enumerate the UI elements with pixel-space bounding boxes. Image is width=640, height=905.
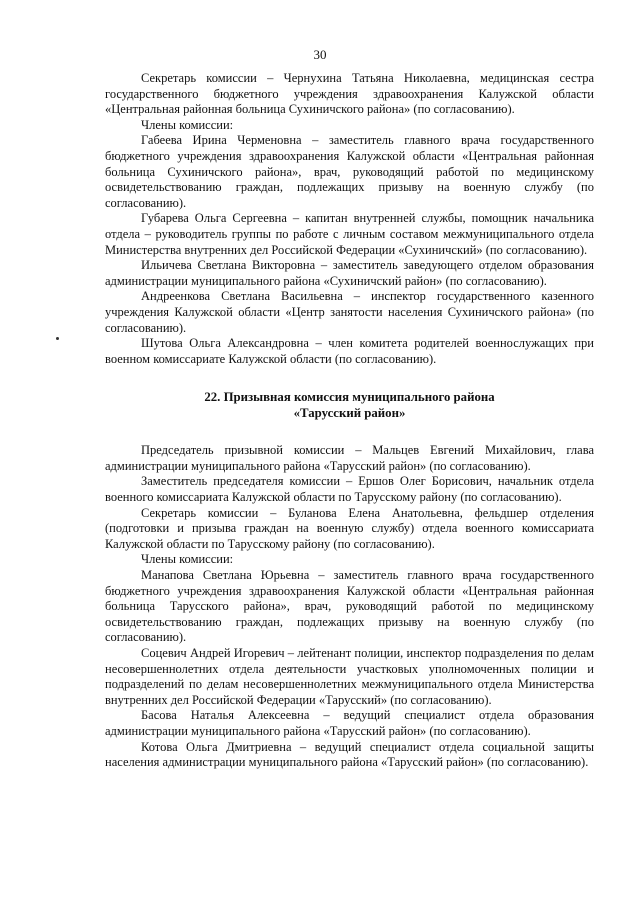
section1-secretary: Секретарь комиссии – Чернухина Татьяна Николаевна, медицинская сестра государственного бюджетного учреждения здравоохранения Калужской области «Центральная районная больница Сухиничского района» (по согласованию). — [105, 71, 594, 117]
section1-member: Габеева Ирина Черменовна – заместитель главного врача государственного бюджетного учреждения здравоохранения Калужской области «Центральная районная больница Сухиничского района», врач, руководящий работой по медицинскому освидетельствованию граждан, подлежащих призыву на военную службу (по согласованию). — [105, 133, 594, 210]
section-heading-line2: «Тарусский район» — [293, 406, 406, 421]
section2-members-label: Члены комиссии: — [141, 552, 234, 567]
document-body — [105, 71, 594, 771]
section1-member: Андреенкова Светлана Васильевна – инспектор государственного казенного учреждения Калужской области «Центр занятости населения Сухиничского района» (по согласованию). — [105, 289, 594, 335]
section2-chairman: Председатель призывной комиссии – Мальцев Евгений Михайлович, глава администрации муниципального района «Тарусский район» (по согласованию). — [105, 443, 594, 473]
section2-member: Басова Наталья Алексеевна – ведущий специалист отдела образования администрации муниципального района «Тарусский район» (по согласованию). — [105, 708, 594, 738]
section2-member: Манапова Светлана Юрьевна – заместитель главного врача государственного бюджетного учреждения здравоохранения Калужской области «Центральная районная больница Тарусского района», врач, руководящий работой по медицинскому освидетельствованию граждан, подлежащих призыву на военную службу (по согласованию). — [105, 568, 594, 645]
section2-deputy: Заместитель председателя комиссии – Ершов Олег Борисович, начальник отдела военного комиссариата Калужской области по Тарусскому району (по согласованию). — [105, 474, 594, 505]
section-heading-line1: 22. Призывная комиссия муниципального района — [204, 390, 495, 405]
section1-member: Губарева Ольга Сергеевна – капитан внутренней службы, помощник начальника отдела – руководитель группы по работе с личным составом межмуниципального отдела Министерства внутренних дел Российской Федерации «Сухиничский» (по согласованию). — [105, 211, 594, 257]
section-heading — [105, 389, 594, 421]
section2-secretary: Секретарь комиссии – Буланова Елена Анатольевна, фельдшер отделения (подготовки и призыва граждан на военную службу) отдела военного комиссариата Калужской области по Тарусскому району (по согласованию). — [105, 505, 594, 551]
section1-member: Ильичева Светлана Викторовна – заместитель заведующего отделом образования администрации муниципального района «Сухиничский район» (по согласованию). — [105, 258, 594, 288]
section1-member: Шутова Ольга Александровна – член комитета родителей военнослужащих при военном комиссариате Калужской области (по согласованию). — [105, 336, 594, 366]
section2-member: Котова Ольга Дмитриевна – ведущий специалист отдела социальной защиты населения администрации муниципального района «Тарусский район» (по согласованию). — [105, 739, 594, 770]
section2-member: Соцевич Андрей Игоревич – лейтенант полиции, инспектор подразделения по делам несовершеннолетних отдела деятельности участковых уполномоченных полиции и подразделений по делам несовершеннолетних межмуниципального отдела Министерства внутренних дел Российской Федерации «Тарусский» (по согласованию). — [105, 646, 594, 707]
section1-members-label: Члены комиссии: — [141, 117, 234, 132]
page-number: 30 — [313, 47, 327, 62]
scan-speck — [56, 337, 59, 340]
